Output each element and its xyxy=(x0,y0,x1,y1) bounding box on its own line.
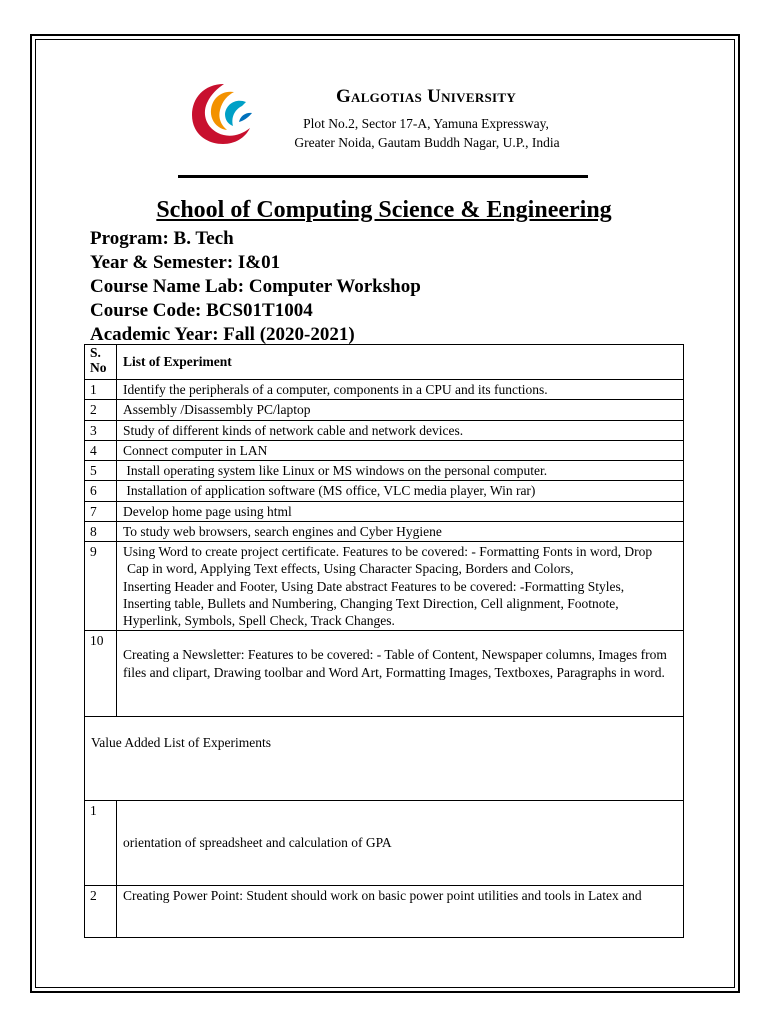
table-row xyxy=(85,801,684,886)
row-text: Assembly /Disassembly PC/laptop xyxy=(117,400,684,420)
row-text: Connect computer in LAN xyxy=(117,440,684,460)
table-row xyxy=(85,886,684,938)
year-semester: Year & Semester: I&01 xyxy=(90,252,281,273)
university-logo-icon xyxy=(190,80,254,146)
row9-line-1: Using Word to create project certificate. Features to be covered: - Formatting Fonts in word, Drop xyxy=(123,544,653,560)
row-number: 7 xyxy=(85,501,117,521)
column-header-sno xyxy=(85,345,117,380)
column-header-experiment: List of Experiment xyxy=(117,345,684,380)
table-row xyxy=(85,461,684,481)
table-row xyxy=(85,420,684,440)
row-text-newsletter: Creating a Newsletter: Features to be covered: - Table of Content, Newspaper columns, Images from files and clipart, Drawing toolbar and Word Art, Formatting Images, Textboxes, Paragraphs in word. xyxy=(117,631,684,717)
course-name: Course Name Lab: Computer Workshop xyxy=(90,276,421,297)
university-name: Galgotias University xyxy=(335,86,517,107)
row-number: 5 xyxy=(85,461,117,481)
table-row xyxy=(85,501,684,521)
table-row xyxy=(85,542,684,631)
column-header-sno-line1: S. xyxy=(90,345,101,360)
row-number: 10 xyxy=(85,631,117,717)
row-number: 3 xyxy=(85,420,117,440)
table-row xyxy=(85,631,684,717)
row-text: Installation of application software (MS office, VLC media player, Win rar) xyxy=(117,481,684,501)
row-text-gpa: orientation of spreadsheet and calculation of GPA xyxy=(117,801,684,886)
row-number: 8 xyxy=(85,521,117,541)
value-added-title: Value Added List of Experiments xyxy=(85,717,684,801)
column-header-sno-line2: No xyxy=(90,359,107,375)
row-text: Identify the peripherals of a computer, components in a CPU and its functions. xyxy=(117,380,684,400)
header-divider xyxy=(178,175,588,178)
row9-line-2: Cap in word, Applying Text effects, Using Character Spacing, Borders and Colors, xyxy=(127,561,574,577)
row-text-powerpoint: Creating Power Point: Student should work on basic power point utilities and tools in Latex and xyxy=(117,886,684,938)
academic-year: Academic Year: Fall (2020-2021) xyxy=(90,324,355,345)
table-row xyxy=(85,481,684,501)
row-number: 2 xyxy=(85,400,117,420)
value-added-header-row xyxy=(85,717,684,801)
table-row xyxy=(85,440,684,460)
row-text: To study web browsers, search engines and Cyber Hygiene xyxy=(117,521,684,541)
address-line-1: Plot No.2, Sector 17-A, Yamuna Expressway, xyxy=(303,116,549,131)
course-code: Course Code: BCS01T1004 xyxy=(90,300,313,321)
row-text-word-features xyxy=(117,542,684,631)
table-row xyxy=(85,400,684,420)
row-text: Study of different kinds of network cable and network devices. xyxy=(117,420,684,440)
table-row xyxy=(85,380,684,400)
row-text: Install operating system like Linux or MS windows on the personal computer. xyxy=(117,461,684,481)
program: Program: B. Tech xyxy=(90,228,234,249)
row9-line-3: Inserting Header and Footer, Using Date abstract Features to be covered: -Formatting Styles, xyxy=(123,578,625,594)
row9-line-4: Inserting table, Bullets and Numbering, Changing Text Direction, Cell alignment, Footnote, Hyperlink, Symbols, Spell Check, Track Changes. xyxy=(123,595,619,629)
table-row xyxy=(85,521,684,541)
row-number: 1 xyxy=(85,801,117,886)
school-title: School of Computing Science & Engineering xyxy=(156,197,612,223)
row-number: 4 xyxy=(85,440,117,460)
row-number: 6 xyxy=(85,481,117,501)
row-text: Develop home page using html xyxy=(117,501,684,521)
address-line-2: Greater Noida, Gautam Buddh Nagar, U.P., India xyxy=(294,135,560,150)
row-number: 9 xyxy=(85,542,117,631)
row-number: 1 xyxy=(85,380,117,400)
table-header-row xyxy=(85,345,684,380)
row-number: 2 xyxy=(85,886,117,938)
experiment-table xyxy=(84,344,684,938)
